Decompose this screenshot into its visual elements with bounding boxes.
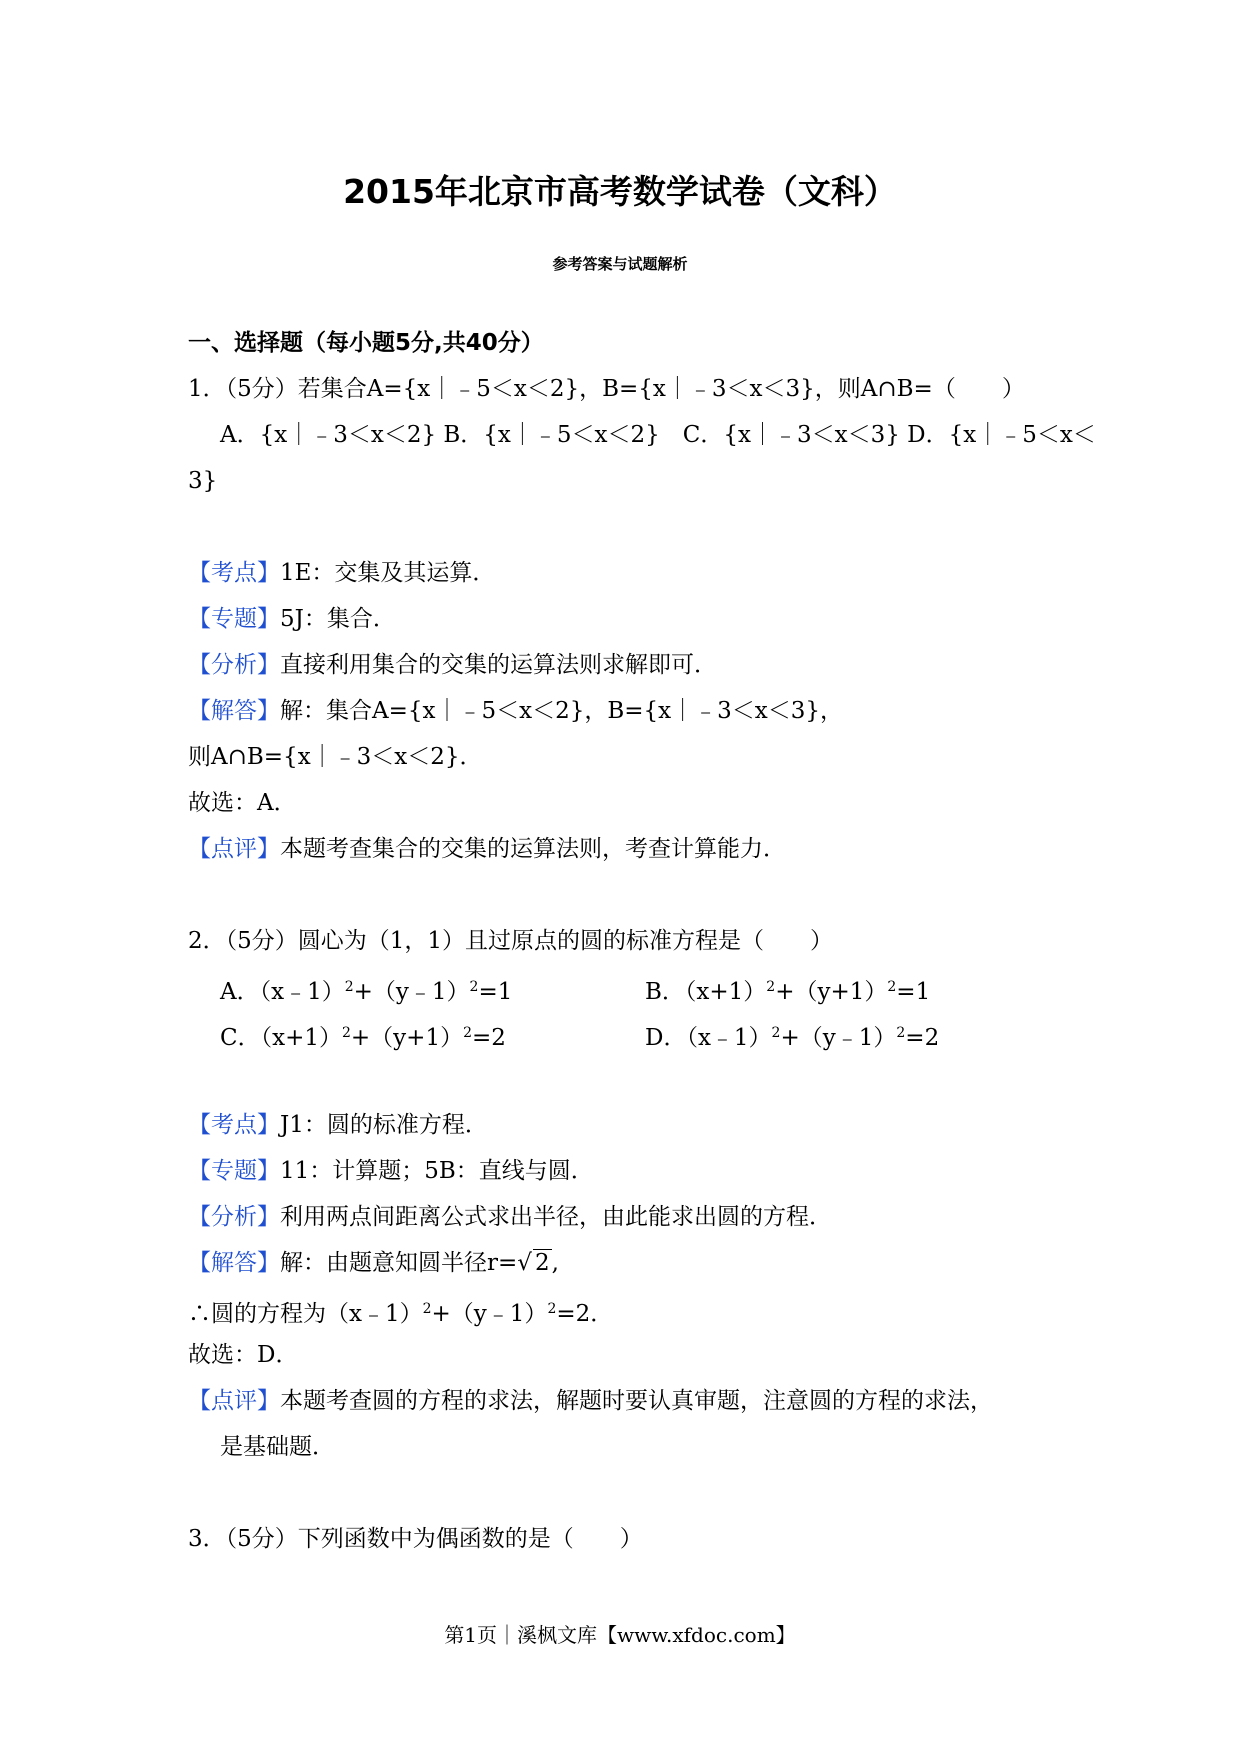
q2-option-c xyxy=(220,1016,506,1055)
fenxi-text: 直接利用集合的交集的运算法则求解即可． xyxy=(280,652,717,678)
superscript: 2 xyxy=(547,1301,557,1317)
opt-c-part: C．（x+1） xyxy=(220,1025,342,1051)
superscript: 2 xyxy=(422,1301,432,1317)
fenxi-tag: 【分析】 xyxy=(188,652,280,678)
q2-jieda xyxy=(188,1246,559,1280)
q1-zhuanti xyxy=(188,602,396,636)
q1-stem: 1．（5分）若集合A={x｜﹣5＜x＜2}，B={x｜﹣3＜x＜3}，则A∩B=（ ） xyxy=(188,376,1025,402)
q2-therefore xyxy=(188,1292,613,1331)
opt-b-part: =1 xyxy=(896,979,931,1005)
therefore-part: =2． xyxy=(556,1301,614,1327)
kaodian-tag: 【考点】 xyxy=(188,1112,280,1138)
jieda-text: 解：集合A={x｜﹣5＜x＜2}，B={x｜﹣3＜x＜3}， xyxy=(280,698,844,724)
q1-jieda xyxy=(188,694,843,728)
opt-d-part: +（y﹣1） xyxy=(780,1025,897,1051)
opt-c-part: =2 xyxy=(472,1025,506,1051)
fenxi-tag: 【分析】 xyxy=(188,1204,280,1230)
kaodian-text: J1：圆的标准方程． xyxy=(280,1112,488,1138)
therefore-part: ∴圆的方程为（x﹣1） xyxy=(188,1301,423,1327)
radicand: 2 xyxy=(534,1250,550,1276)
jieda-tag: 【解答】 xyxy=(188,1250,280,1276)
q2-zhuanti xyxy=(188,1154,594,1188)
q1-options-line1: A．{x｜﹣3＜x＜2} B．{x｜﹣5＜x＜2} C．{x｜﹣3＜x＜3} D．{x｜﹣5＜x＜ xyxy=(220,422,1096,448)
kaodian-tag: 【考点】 xyxy=(188,560,280,586)
page-footer: 第1页｜溪枫文库【www.xfdoc.com】 xyxy=(444,1623,796,1647)
opt-a-part: A．（x﹣1） xyxy=(220,979,345,1005)
superscript: 2 xyxy=(766,979,776,995)
q1-options-line2: 3} xyxy=(188,468,218,494)
superscript: 2 xyxy=(344,979,354,995)
superscript: 2 xyxy=(896,1025,906,1041)
superscript: 2 xyxy=(887,979,897,995)
q2-answer: 故选：D． xyxy=(188,1342,299,1368)
therefore-part: +（y﹣1） xyxy=(431,1301,548,1327)
dianping-tag: 【点评】 xyxy=(188,1388,280,1414)
q2-dianping xyxy=(188,1384,993,1418)
opt-a-part: =1 xyxy=(478,979,513,1005)
dianping-text: 本题考查集合的交集的运算法则，考查计算能力． xyxy=(280,836,786,862)
q1-jieda-line2: 则A∩B={x｜﹣3＜x＜2}． xyxy=(188,744,483,770)
q2-kaodian xyxy=(188,1108,488,1142)
zhuanti-text: 5J：集合． xyxy=(280,606,396,632)
zhuanti-tag: 【专题】 xyxy=(188,606,280,632)
opt-b-part: +（y+1） xyxy=(775,979,888,1005)
page-subtitle: 参考答案与试题解析 xyxy=(552,255,688,273)
fenxi-text: 利用两点间距离公式求出半径，由此能求出圆的方程． xyxy=(280,1204,832,1230)
jieda-comma: , xyxy=(551,1250,559,1276)
jieda-text: 解：由题意知圆半径r= xyxy=(280,1250,518,1276)
zhuanti-text: 11：计算题；5B：直线与圆． xyxy=(280,1158,594,1184)
dianping-tag: 【点评】 xyxy=(188,836,280,862)
opt-c-part: +（y+1） xyxy=(350,1025,464,1051)
q1-fenxi xyxy=(188,648,717,682)
q2-fenxi xyxy=(188,1200,832,1234)
superscript: 2 xyxy=(463,1025,472,1041)
opt-d-part: D．（x﹣1） xyxy=(645,1025,772,1051)
superscript: 2 xyxy=(771,1025,781,1041)
zhuanti-tag: 【专题】 xyxy=(188,1158,280,1184)
superscript: 2 xyxy=(341,1025,351,1041)
opt-a-part: +（y﹣1） xyxy=(353,979,470,1005)
jieda-tag: 【解答】 xyxy=(188,698,280,724)
opt-b-part: B．（x+1） xyxy=(645,979,767,1005)
q1-dianping xyxy=(188,832,786,866)
q1-answer: 故选：A． xyxy=(188,790,297,816)
q2-option-a xyxy=(220,970,512,1009)
page-title: 2015年北京市高考数学试卷（文科） xyxy=(343,172,897,211)
section-heading: 一、选择题（每小题5分,共40分） xyxy=(188,330,544,356)
q2-stem: 2．（5分）圆心为（1，1）且过原点的圆的标准方程是（ ） xyxy=(188,928,834,954)
opt-d-part: =2 xyxy=(905,1025,940,1051)
kaodian-text: 1E：交集及其运算． xyxy=(280,560,496,586)
q2-option-d xyxy=(645,1016,939,1055)
q2-dianping-line2: 是基础题． xyxy=(220,1434,335,1460)
sqrt-symbol: √ 2 xyxy=(517,1250,550,1276)
dianping-text: 本题考查圆的方程的求法，解题时要认真审题，注意圆的方程的求法， xyxy=(280,1388,993,1414)
q1-kaodian xyxy=(188,556,495,590)
q2-option-b xyxy=(645,970,930,1009)
superscript: 2 xyxy=(469,979,479,995)
q3-stem: 3．（5分）下列函数中为偶函数的是（ ） xyxy=(188,1526,643,1552)
